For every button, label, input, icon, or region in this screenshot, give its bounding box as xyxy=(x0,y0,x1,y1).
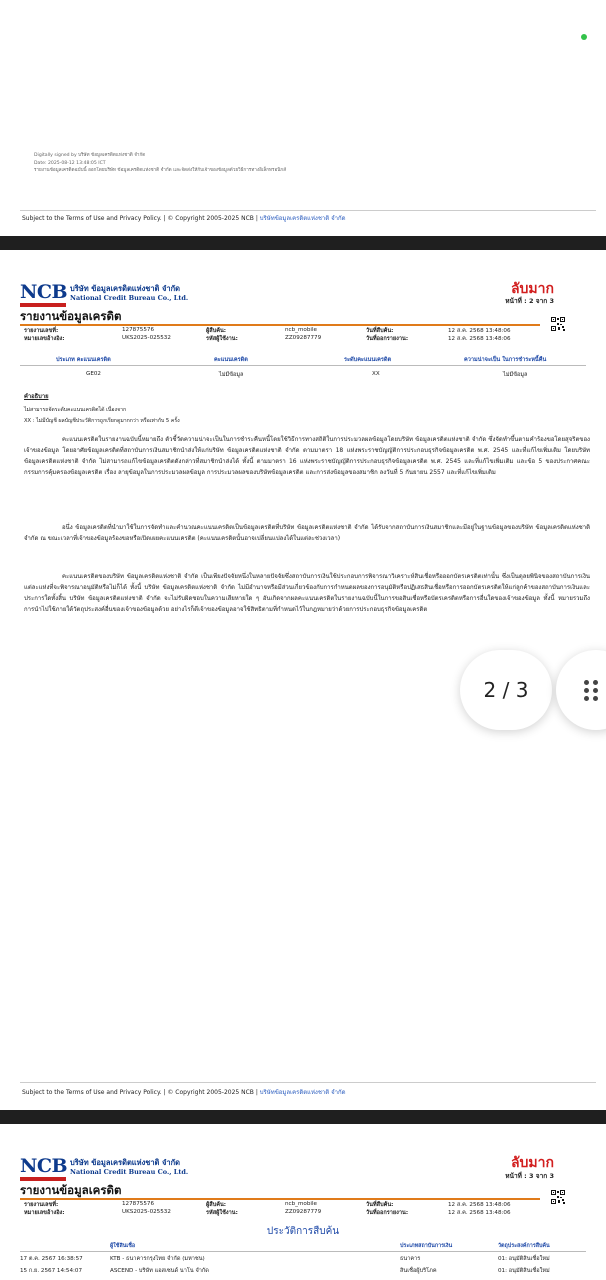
confidential-label: ลับมาก xyxy=(510,1155,554,1171)
description-title: คำอธิบาย xyxy=(24,394,49,400)
company-name-en: National Credit Bureau Co., Ltd. xyxy=(70,1168,189,1176)
page-gap xyxy=(0,1110,606,1124)
report-title: รายงานข้อมูลเครดิต xyxy=(20,1183,122,1197)
report-no-value: 127875576 xyxy=(122,327,155,333)
page-3 xyxy=(0,1124,606,1280)
ncb-logo-text: NCB xyxy=(20,1155,68,1177)
score-header-level: ระดับคะแนนเครดิต xyxy=(344,357,392,363)
footer-link[interactable]: บริษัทข้อมูลเครดิตแห่งชาติ จำกัด xyxy=(259,1089,346,1096)
score-value: ไม่มีข้อมูล xyxy=(219,372,244,378)
footer-link[interactable]: บริษัทข้อมูลเครดิตแห่งชาติ จำกัด xyxy=(259,215,346,222)
query-date-label: วันที่สืบค้น: xyxy=(366,1202,394,1208)
signature-line: Digitally signed by บริษัท ข้อมูลเครดิตแห่งชาติ จำกัด xyxy=(34,153,146,158)
status-dot xyxy=(581,34,587,40)
ncb-logo xyxy=(20,1157,66,1181)
title-underline xyxy=(20,324,540,326)
disclaimer-paragraph: คะแนนเครดิตของบริษัท ข้อมูลเครดิตแห่งชาติ จำกัด เป็นเพียงปัจจัยหนึ่งในหลายปัจจัยซึ่งสถาบันการเงินใช้ประกอบการพิจารณาวิเคราะห์สินเชื่อหรือออกบัตรเครดิตเท่านั้น ซึ่งเป็นดุลยพินิจของสถาบันการเงินแต่ละแห่งที่จะพิจารณาอนุมัติหรือไม่ก็ได้ ทั้งนี้ บริษัท ข้อมูลเครดิตแห่งชาติ จำกัด ไม่มีอำนาจหรือมีส่วนเกี่ยวข้องกับการกำหนดผลของการอนุมัติหรือปฏิเสธสินเชื่อหรือการออกบัตรเครดิตให้แก่ลูกค้าของสถาบันการเงินและประการใดทั้งสิ้น บริษัท ข้อมูลเครดิตแห่งชาติ จำกัด จะไม่รับผิดชอบในความเสียหายใด ๆ อันเกิดจากผลคะแนนเครดิตในรายงานฉบับนี้ในการขอสินเชื่อหรือบัตรเครดิตหรือการอื่นใดของเจ้าของข้อมูล ทั้งนี้ หมายรวมถึงการนำไปใช้ภายใต้วัตถุประสงค์อื่นของเจ้าของข้อมูลด้วย อย่างไรก็ดีเจ้าของข้อมูลอาจใช้สิทธิตามที่กำหนดไว้ในกฎหมายว่าด้วยการประกอบธุรกิจข้อมูลเครดิต xyxy=(24,573,590,613)
history-header-purpose: วัตถุประสงค์การสืบค้น xyxy=(498,1243,550,1249)
signature-line: Date: 2025-08-12 13:48:05 ICT xyxy=(34,160,106,166)
history-date: 17 ต.ค. 2567 16:38:57 xyxy=(20,1256,83,1262)
report-date-label: วันที่ออกรายงาน: xyxy=(366,336,409,342)
page-indicator-text: 2 / 3 xyxy=(483,678,529,702)
score-header-score: คะแนนเครดิต xyxy=(214,357,248,363)
score-level-value: XX xyxy=(372,371,380,377)
inquiry-history-title: ประวัติการสืบค้น xyxy=(266,1226,340,1237)
signature-line: รายงานข้อมูลเครดิตฉบับนี้ ออกโดยบริษัท ข้อมูลเครดิตแห่งชาติ จำกัด และจัดส่งให้กับเจ้าของข้อมูลด้วยวิธีการทางอิเล็กทรอนิกส์ xyxy=(34,168,286,173)
score-header-type: ประเภท คะแนนเครดิต xyxy=(56,357,111,363)
history-header-divider xyxy=(20,1251,586,1252)
page-number: หน้าที่ : 3 จาก 3 xyxy=(505,1172,554,1180)
history-date: 15 ก.ย. 2567 14:54:07 xyxy=(20,1268,83,1274)
footer-text: Subject to the Terms of Use and Privacy Policy. | © Copyright 2005-2025 NCB | xyxy=(22,1089,260,1096)
page-footer xyxy=(22,213,346,223)
disclaimer-paragraph: คะแนนเครดิตในรายงานฉบับนี้หมายถึง ตัวชี้วัดความน่าจะเป็นในการชำระคืนหนี้โดยใช้วิธีการทางสถิติในการประมวลผลข้อมูลโดยบริษัท ข้อมูลเครดิตแห่งชาติ จำกัด ซึ่งจัดทำขึ้นตามคำร้องขอโดยสุจริตของเจ้าของข้อมูล โดยอาศัยข้อมูลเครดิตที่สถาบันการเงินสมาชิกนำส่งให้แก่บริษัท ข้อมูลเครดิตแห่งชาติ จำกัด ตามมาตรา 18 แห่งพระราชบัญญัติการประกอบธุรกิจข้อมูลเครดิต พ.ศ. 2545 และที่แก้ไขเพิ่มเติม โดยบริษัท ข้อมูลเครดิตแห่งชาติ จำกัด ไม่สามารถแก้ไขข้อมูลเครดิตดังกล่าวที่สมาชิกนำส่งได้ ทั้งนี้ ตามมาตรา 16 แห่งพระราชบัญญัติการประกอบธุรกิจข้อมูลเครดิต พ.ศ. 2545 และที่แก้ไขเพิ่มเติม และข้อ 5 ของประกาศคณะกรรมการคุ้มครองข้อมูลเครดิต เรื่อง ลายุข้อมูลในการประมวลผลข้อมูล การประมวลผลของบริษัทข้อมูลเครดิต และการส่งข้อมูลของสมาชิก ลงวันที่ 5 กันยายน 2557 และที่แก้ไขเพิ่มเติม xyxy=(24,436,590,476)
history-institution-type: สินเชื่อผู้บริโภค xyxy=(400,1268,437,1274)
report-no-label: รายงานเลขที่: xyxy=(24,1202,59,1208)
digital-signature xyxy=(34,152,286,175)
description-line: ไม่สามารถจัดระดับคะแนนเครดิตได้ เนื่องจาก xyxy=(24,407,127,413)
company-name-th: บริษัท ข้อมูลเครดิตแห่งชาติ จำกัด xyxy=(70,284,181,293)
history-header-lender: ผู้ใช้สินเชื่อ xyxy=(110,1243,136,1249)
ref-no-value: UKS2025-025532 xyxy=(122,1209,171,1215)
history-lender: KTB - ธนาคารกรุงไทย จำกัด (มหาชน) xyxy=(110,1256,205,1262)
page-number: หน้าที่ : 2 จาก 3 xyxy=(505,297,554,305)
ncb-logo xyxy=(20,283,66,307)
footer-text: Subject to the Terms of Use and Privacy Policy. | © Copyright 2005-2025 NCB | xyxy=(22,215,260,222)
ref-no-label: หมายเลขอ้างอิง: xyxy=(24,336,65,342)
requester-label: ผู้สืบค้น: xyxy=(206,1202,227,1208)
history-header-institution-type: ประเภทสถาบันการเงิน xyxy=(400,1243,453,1249)
requester-label: ผู้สืบค้น: xyxy=(206,328,227,334)
history-purpose: 01: อนุมัติสินเชื่อใหม่ xyxy=(498,1256,550,1262)
query-date-value: 12 ส.ค. 2568 13:48:06 xyxy=(448,328,511,334)
report-date-value: 12 ส.ค. 2568 13:48:06 xyxy=(448,1210,511,1216)
user-code-value: ZZ09287779 xyxy=(285,1209,322,1215)
footer-divider xyxy=(20,1082,596,1083)
requester-value: ncb_mobile xyxy=(285,327,317,333)
history-institution-type: ธนาคาร xyxy=(400,1256,421,1262)
user-code-label: รหัสผู้ใช้งาน: xyxy=(206,336,238,342)
query-date-label: วันที่สืบค้น: xyxy=(366,328,394,334)
score-type-value: GE02 xyxy=(86,371,101,377)
history-lender: ASCEND - บริษัท แอสเซนด์ นาโน จำกัด xyxy=(110,1268,209,1274)
page-gap xyxy=(0,236,606,250)
score-header-divider xyxy=(20,365,586,366)
ref-no-value: UKS2025-025532 xyxy=(122,335,171,341)
ref-no-label: หมายเลขอ้างอิง: xyxy=(24,1210,65,1216)
query-date-value: 12 ส.ค. 2568 13:48:06 xyxy=(448,1202,511,1208)
qr-code-icon xyxy=(551,317,565,331)
report-date-label: วันที่ออกรายงาน: xyxy=(366,1210,409,1216)
report-title: รายงานข้อมูลเครดิต xyxy=(20,309,122,323)
footer-divider xyxy=(20,210,596,211)
confidential-label: ลับมาก xyxy=(510,281,554,297)
title-underline xyxy=(20,1198,540,1200)
score-header-probability: ความน่าจะเป็น ในการชำระหนี้คืน xyxy=(464,357,547,363)
disclaimer-paragraph: อนึ่ง ข้อมูลเครดิตที่นำมาใช้ในการจัดทำและคำนวณคะแนนเครดิตเป็นข้อมูลเครดิตที่บริษัท ข้อมูลเครดิตแห่งชาติ จำกัด ได้รับจากสถาบันการเงินสมาชิกและมีอยู่ในฐานข้อมูลของบริษัท ข้อมูลเครดิตแห่งชาติ จำกัด ณ ขณะเวลาที่เจ้าของข้อมูลร้องขอหรือเปิดเผยคะแนนเครดิต (คะแนนเครดิตนั้นอาจเปลี่ยนแปลงได้ในแต่ละช่วงเวลา) xyxy=(24,524,590,542)
page-indicator[interactable] xyxy=(460,650,552,730)
report-no-value: 127875576 xyxy=(122,1201,155,1207)
user-code-value: ZZ09287779 xyxy=(285,335,322,341)
history-purpose: 01: อนุมัติสินเชื่อใหม่ xyxy=(498,1268,550,1274)
report-no-label: รายงานเลขที่: xyxy=(24,328,59,334)
user-code-label: รหัสผู้ใช้งาน: xyxy=(206,1210,238,1216)
qr-code-icon xyxy=(551,1190,565,1204)
score-probability-value: ไม่มีข้อมูล xyxy=(503,372,528,378)
ncb-logo-text: NCB xyxy=(20,281,68,303)
report-date-value: 12 ส.ค. 2568 13:48:06 xyxy=(448,336,511,342)
company-name-en: National Credit Bureau Co., Ltd. xyxy=(70,294,189,302)
requester-value: ncb_mobile xyxy=(285,1201,317,1207)
dots-grid-icon xyxy=(584,680,600,702)
company-name-th: บริษัท ข้อมูลเครดิตแห่งชาติ จำกัด xyxy=(70,1158,181,1167)
description-line: XX : ไม่มีบัญชี ผลบัญชีประวัติการถูกเรียกดูมากกว่า หรือเท่ากับ 5 ครั้ง xyxy=(24,418,180,424)
page-footer xyxy=(22,1087,346,1097)
page-1 xyxy=(0,0,606,236)
